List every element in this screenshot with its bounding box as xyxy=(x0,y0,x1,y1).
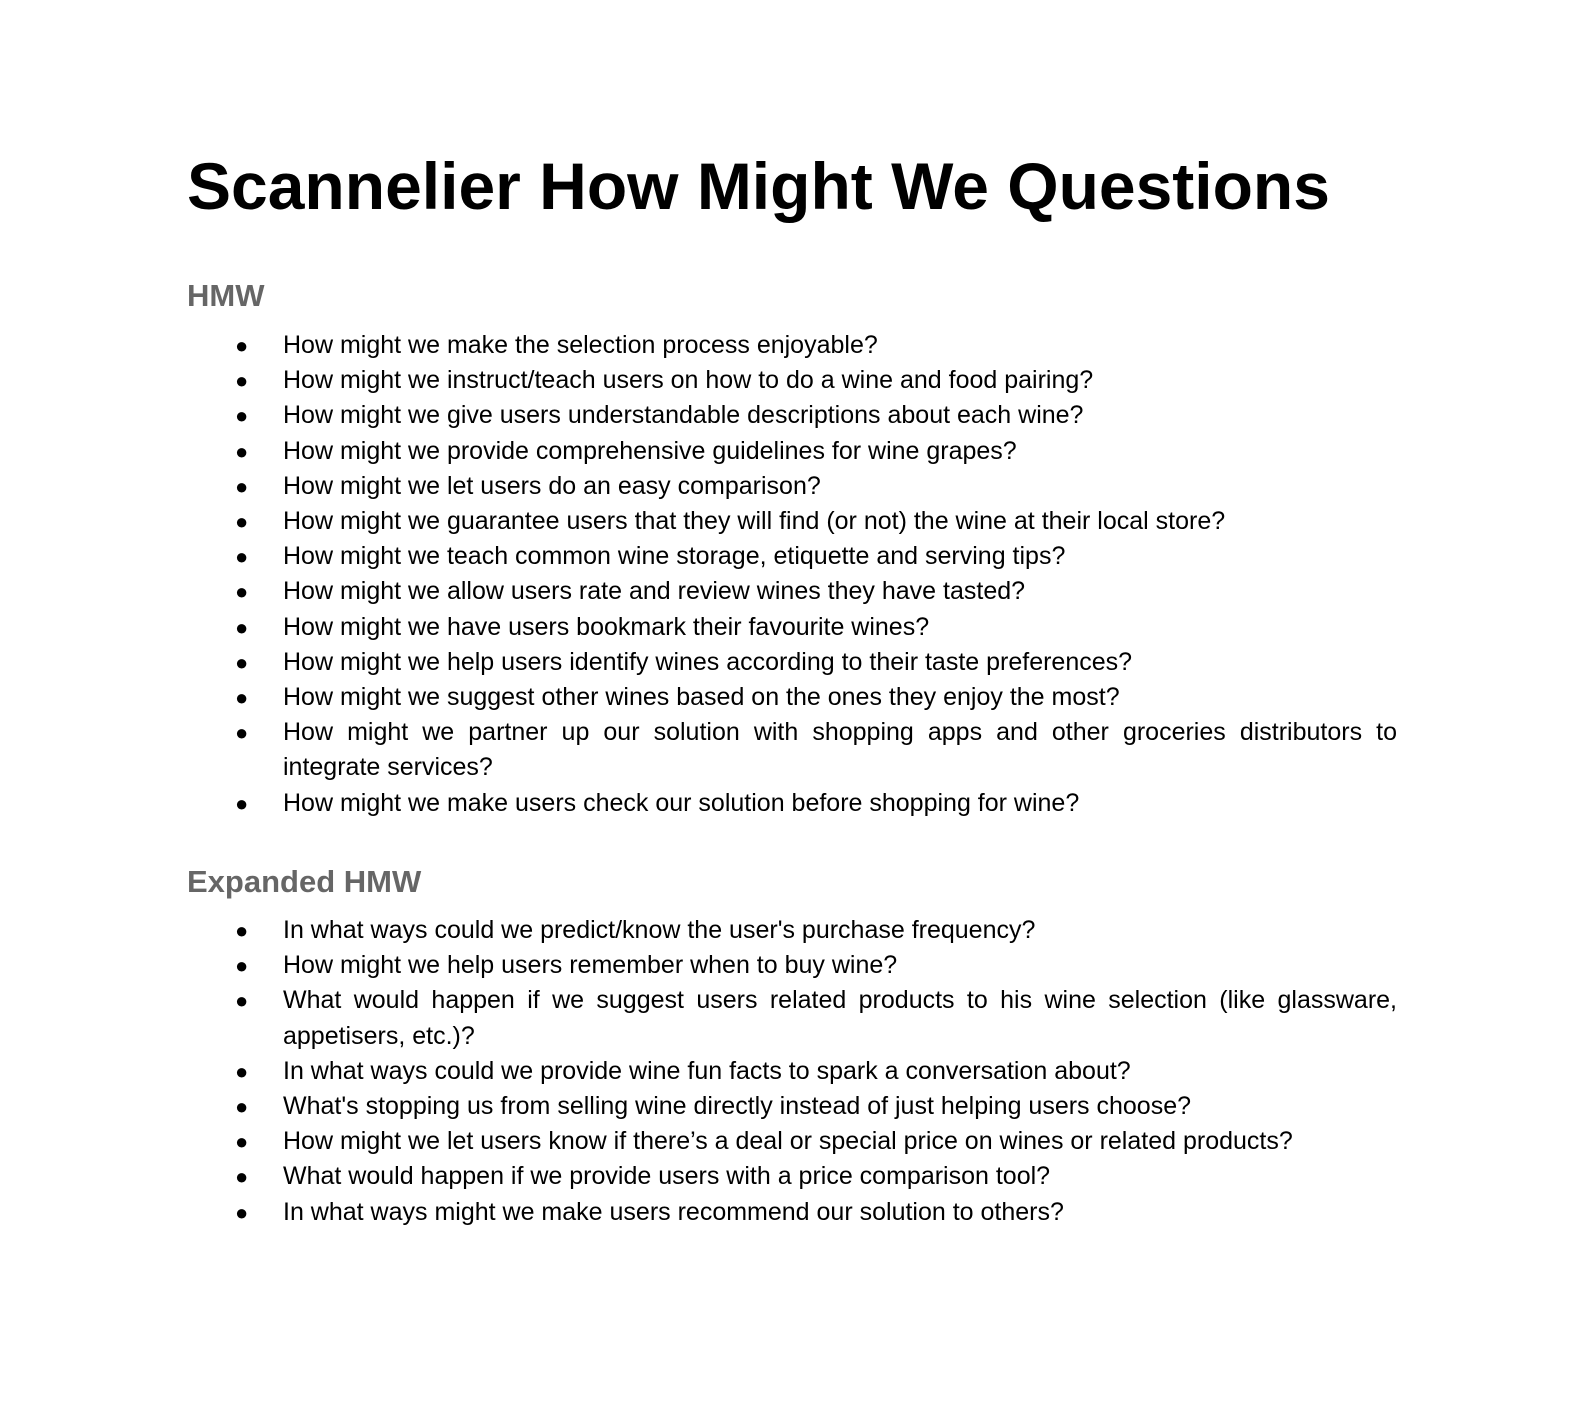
list-item-text: How might we make users check our solution before shopping for wine? xyxy=(283,788,1080,817)
list-item-text: How might we help users identify wines according to their taste preferences? xyxy=(283,647,1133,676)
list-item xyxy=(187,1054,1397,1089)
list-item xyxy=(187,983,1397,1053)
list-item-text: How might we give users understandable descriptions about each wine? xyxy=(283,401,1084,430)
bullet-icon: ● xyxy=(235,1164,249,1190)
list-item-text: How might we make the selection process enjoyable? xyxy=(283,331,878,359)
bullet-icon: ● xyxy=(235,403,249,429)
list-item xyxy=(187,680,1397,715)
list-item xyxy=(187,1159,1397,1194)
list-item-text: What would happen if we suggest users related products to his wine selection (like glassware, appetisers, etc.)? xyxy=(283,986,1397,1050)
list-item-text: In what ways could we predict/know the user's purchase frequency? xyxy=(283,916,1036,944)
bullet-icon: ● xyxy=(235,544,249,570)
section-heading-hmw: HMW xyxy=(187,278,265,313)
list-item xyxy=(187,786,1397,821)
bullet-icon: ● xyxy=(235,685,249,711)
list-item xyxy=(187,539,1397,574)
list-item-text: In what ways might we make users recommend our solution to others? xyxy=(283,1197,1064,1226)
bullet-icon: ● xyxy=(235,1129,249,1155)
bullet-icon: ● xyxy=(235,988,249,1014)
list-item xyxy=(187,1089,1397,1124)
bullet-icon: ● xyxy=(235,473,249,499)
bullet-icon: ● xyxy=(235,1058,249,1084)
list-item-text: How might we suggest other wines based on the ones they enjoy the most? xyxy=(283,683,1120,712)
bullet-icon: ● xyxy=(235,509,249,535)
list-item xyxy=(187,715,1397,785)
bullet-icon: ● xyxy=(235,368,249,394)
section-heading-expanded-hmw: Expanded HMW xyxy=(187,864,422,899)
list-item xyxy=(187,328,1397,363)
page-title: Scannelier How Might We Questions xyxy=(187,149,1330,223)
list-item-text: How might we help users remember when to buy wine? xyxy=(283,951,898,980)
list-item-text: How might we partner up our solution with shopping apps and other groceries distributors to integrate services? xyxy=(283,718,1397,782)
list-item xyxy=(187,434,1397,469)
bullet-icon: ● xyxy=(235,1199,249,1225)
expanded-hmw-list xyxy=(187,913,1397,1230)
list-item xyxy=(187,610,1397,645)
list-item-text: How might we let users know if there’s a deal or special price on wines or related products? xyxy=(283,1127,1293,1156)
bullet-icon: ● xyxy=(235,790,249,816)
bullet-icon: ● xyxy=(235,333,249,358)
list-item xyxy=(187,363,1397,398)
list-item-text: How might we provide comprehensive guidelines for wine grapes? xyxy=(283,436,1017,465)
list-item xyxy=(187,574,1397,609)
bullet-icon: ● xyxy=(235,579,249,605)
bullet-icon: ● xyxy=(235,649,249,675)
list-item xyxy=(187,1195,1397,1230)
list-item xyxy=(187,504,1397,539)
list-item-text: What's stopping us from selling wine directly instead of just helping users choose? xyxy=(283,1092,1192,1121)
list-item xyxy=(187,398,1397,433)
bullet-icon: ● xyxy=(235,614,249,640)
list-item-text: How might we guarantee users that they will find (or not) the wine at their local store? xyxy=(283,507,1226,536)
list-item-text: What would happen if we provide users with a price comparison tool? xyxy=(283,1162,1051,1191)
list-item xyxy=(187,469,1397,504)
list-item xyxy=(187,948,1397,983)
list-item-text: How might we have users bookmark their favourite wines? xyxy=(283,612,930,641)
list-item xyxy=(187,645,1397,680)
bullet-icon: ● xyxy=(235,1094,249,1120)
list-item-text: How might we let users do an easy comparison? xyxy=(283,471,821,500)
bullet-icon: ● xyxy=(235,918,249,943)
list-item-text: How might we allow users rate and review wines they have tasted? xyxy=(283,577,1026,606)
hmw-list xyxy=(187,328,1397,821)
list-item-text: How might we teach common wine storage, etiquette and serving tips? xyxy=(283,542,1066,571)
bullet-icon: ● xyxy=(235,953,249,979)
bullet-icon: ● xyxy=(235,720,249,746)
list-item-text: In what ways could we provide wine fun facts to spark a conversation about? xyxy=(283,1056,1131,1085)
list-item xyxy=(187,1124,1397,1159)
bullet-icon: ● xyxy=(235,438,249,464)
list-item-text: How might we instruct/teach users on how to do a wine and food pairing? xyxy=(283,366,1094,395)
list-item xyxy=(187,913,1397,948)
